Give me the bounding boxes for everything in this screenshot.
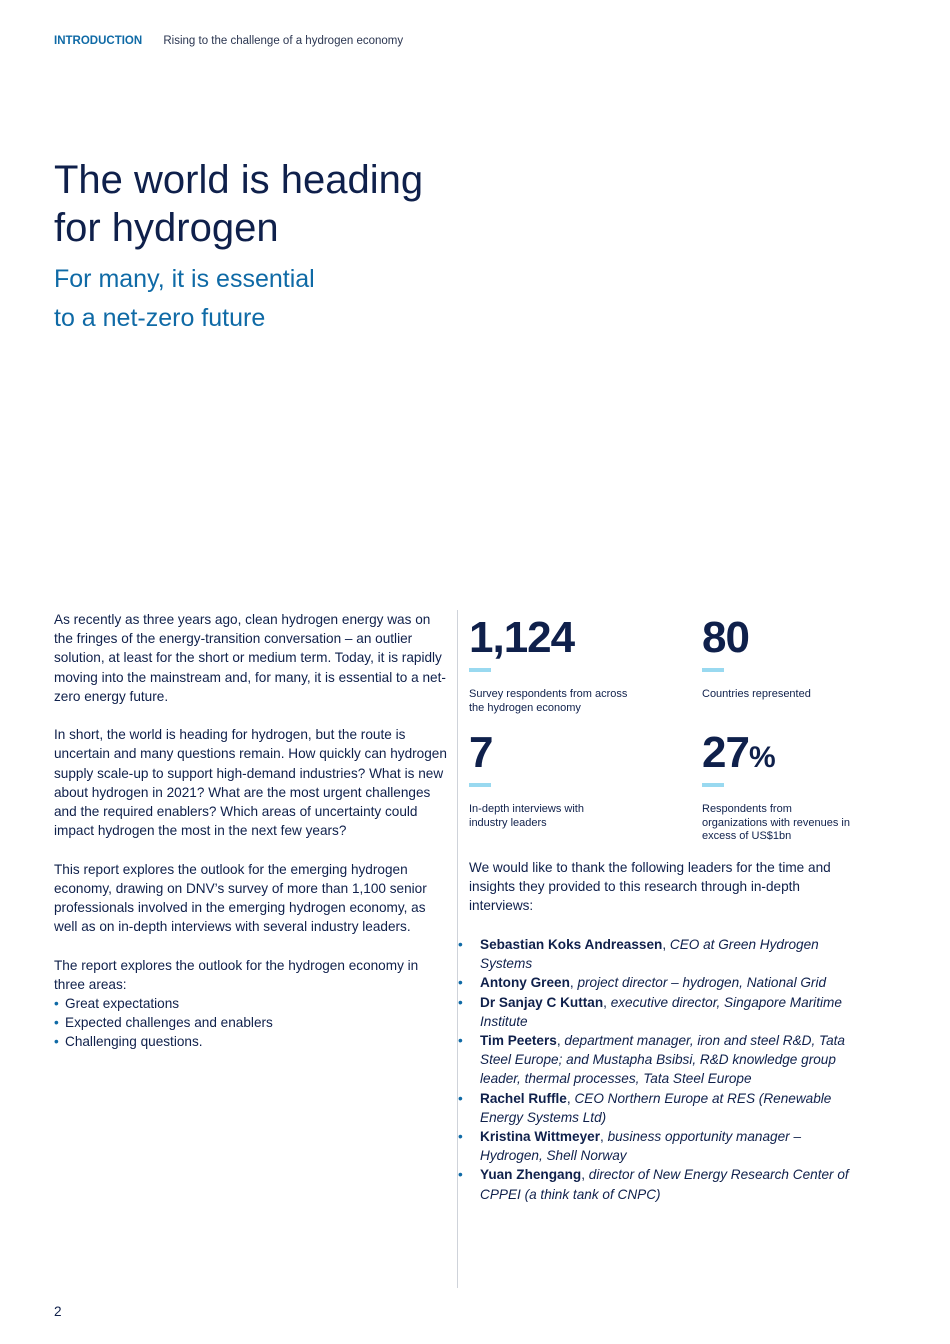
leaders-list — [469, 935, 864, 1204]
list-item: • Dr Sanjay C Kuttan, executive director, Singapore Maritime Institute — [469, 993, 864, 1031]
list-item: • Sebastian Koks Andreassen, CEO at Green Hydrogen Systems — [469, 935, 864, 973]
list-item: • Yuan Zhengang, director of New Energy Research Center of CPPEI (a think tank of CNPC) — [469, 1165, 864, 1203]
section-label: INTRODUCTION — [54, 35, 143, 47]
list-item: • Great expectations — [54, 994, 447, 1013]
body-paragraph: The report explores the outlook for the hydrogen economy in three areas: — [54, 957, 419, 992]
stat-label: Survey respondents from across the hydrogen economy — [469, 688, 628, 714]
stat-countries — [702, 614, 902, 702]
stat-accent-bar — [469, 668, 491, 672]
leader-name: Kristina Wittmeyer — [480, 1129, 600, 1145]
report-title: Rising to the challenge of a hydrogen economy — [163, 35, 404, 47]
leader-role: business opportunity manager – Hydrogen, Shell Norway — [480, 1129, 802, 1164]
leader-role: director of New Energy Research Center of CPPEI (a think tank of CNPC) — [480, 1167, 849, 1202]
thanks-paragraph: We would like to thank the following leaders for the time and insights they provided to this research through in-depth interviews: — [469, 860, 831, 914]
list-item: • Tim Peeters, department manager, iron and steel R&D, Tata Steel Europe; and Mustapha Bsibsi, R&D knowledge group leader, thermal processes, Tata Steel Europe — [469, 1031, 864, 1089]
list-item: • Antony Green, project director – hydrogen, National Grid — [469, 973, 864, 992]
list-item: • Expected challenges and enablers — [54, 1013, 447, 1032]
leader-role: CEO at Green Hydrogen Systems — [480, 937, 819, 972]
stat-accent-bar — [469, 783, 491, 787]
leader-role: department manager, iron and steel R&D, Tata Steel Europe; and Mustapha Bsibsi, R&D knowledge group leader, thermal processes, Tata Steel Europe — [480, 1033, 845, 1087]
list-item: • Rachel Ruffle, CEO Northern Europe at RES (Renewable Energy Systems Ltd) — [469, 1089, 864, 1127]
list-item: • Challenging questions. — [54, 1032, 447, 1051]
stat-accent-bar — [702, 783, 724, 787]
page-number: 2 — [54, 1304, 62, 1319]
stat-value: 27% — [702, 728, 775, 777]
stat-label: In-depth interviews with industry leaders — [469, 803, 584, 829]
leader-name: Tim Peeters — [480, 1033, 557, 1049]
stat-value: 80 — [702, 613, 749, 662]
page-title-line-2: for hydrogen — [54, 206, 279, 250]
page-subheading-line-2: to a net-zero future — [54, 304, 266, 332]
areas-list — [54, 994, 447, 1052]
leader-role: executive director, Singapore Maritime Institute — [480, 994, 842, 1029]
page-title-line-1: The world is heading — [54, 158, 424, 202]
stat-accent-bar — [702, 668, 724, 672]
leader-role: CEO Northern Europe at RES (Renewable Energy Systems Ltd) — [480, 1090, 832, 1125]
page-header — [54, 34, 403, 48]
leader-role: project director – hydrogen, National Grid — [577, 975, 827, 991]
body-paragraph: This report explores the outlook for the emerging hydrogen economy, drawing on DNV’s survey of more than 1,100 senior professionals involved in the emerging hydrogen economy, as well as on in-depth interviews with several industry leaders. — [54, 861, 427, 935]
body-paragraph: As recently as three years ago, clean hydrogen energy was on the fringes of the energy-transition conversation – an outlier solution, at least for the short or medium term. Today, it is rapidly moving into the mainstream and, for many, it is essential to a net-zero energy future. — [54, 612, 446, 704]
body-paragraph: In short, the world is heading for hydrogen, but the route is uncertain and many questions remain. How quickly can hydrogen supply scale-up to support high-demand industries? What is new about hydrogen in 2021? What are the most urgent challenges and the required enablers? Which areas of uncertainty could impact hydrogen the most in the next few years? — [54, 727, 447, 839]
page-subheading-line-1: For many, it is essential — [54, 265, 315, 293]
body-text — [54, 610, 447, 1052]
leader-name: Rachel Ruffle — [480, 1090, 567, 1106]
stat-revenue-respondents — [702, 729, 902, 844]
stat-label: Respondents from organizations with revenues in excess of US$1bn — [702, 803, 850, 842]
stat-value: 1,124 — [469, 613, 575, 662]
leader-name: Yuan Zhengang — [480, 1167, 582, 1183]
stat-interviews — [469, 729, 669, 830]
leader-name: Dr Sanjay C Kuttan — [480, 994, 604, 1010]
leader-name: Antony Green — [480, 975, 570, 991]
list-item: • Kristina Wittmeyer, business opportunity manager – Hydrogen, Shell Norway — [469, 1127, 864, 1165]
stat-value: 7 — [469, 728, 493, 777]
page-subheading — [54, 260, 374, 338]
leader-name: Sebastian Koks Andreassen — [480, 937, 663, 952]
stat-label: Countries represented — [702, 688, 811, 700]
stat-survey-respondents — [469, 614, 669, 715]
page-title — [54, 156, 454, 252]
